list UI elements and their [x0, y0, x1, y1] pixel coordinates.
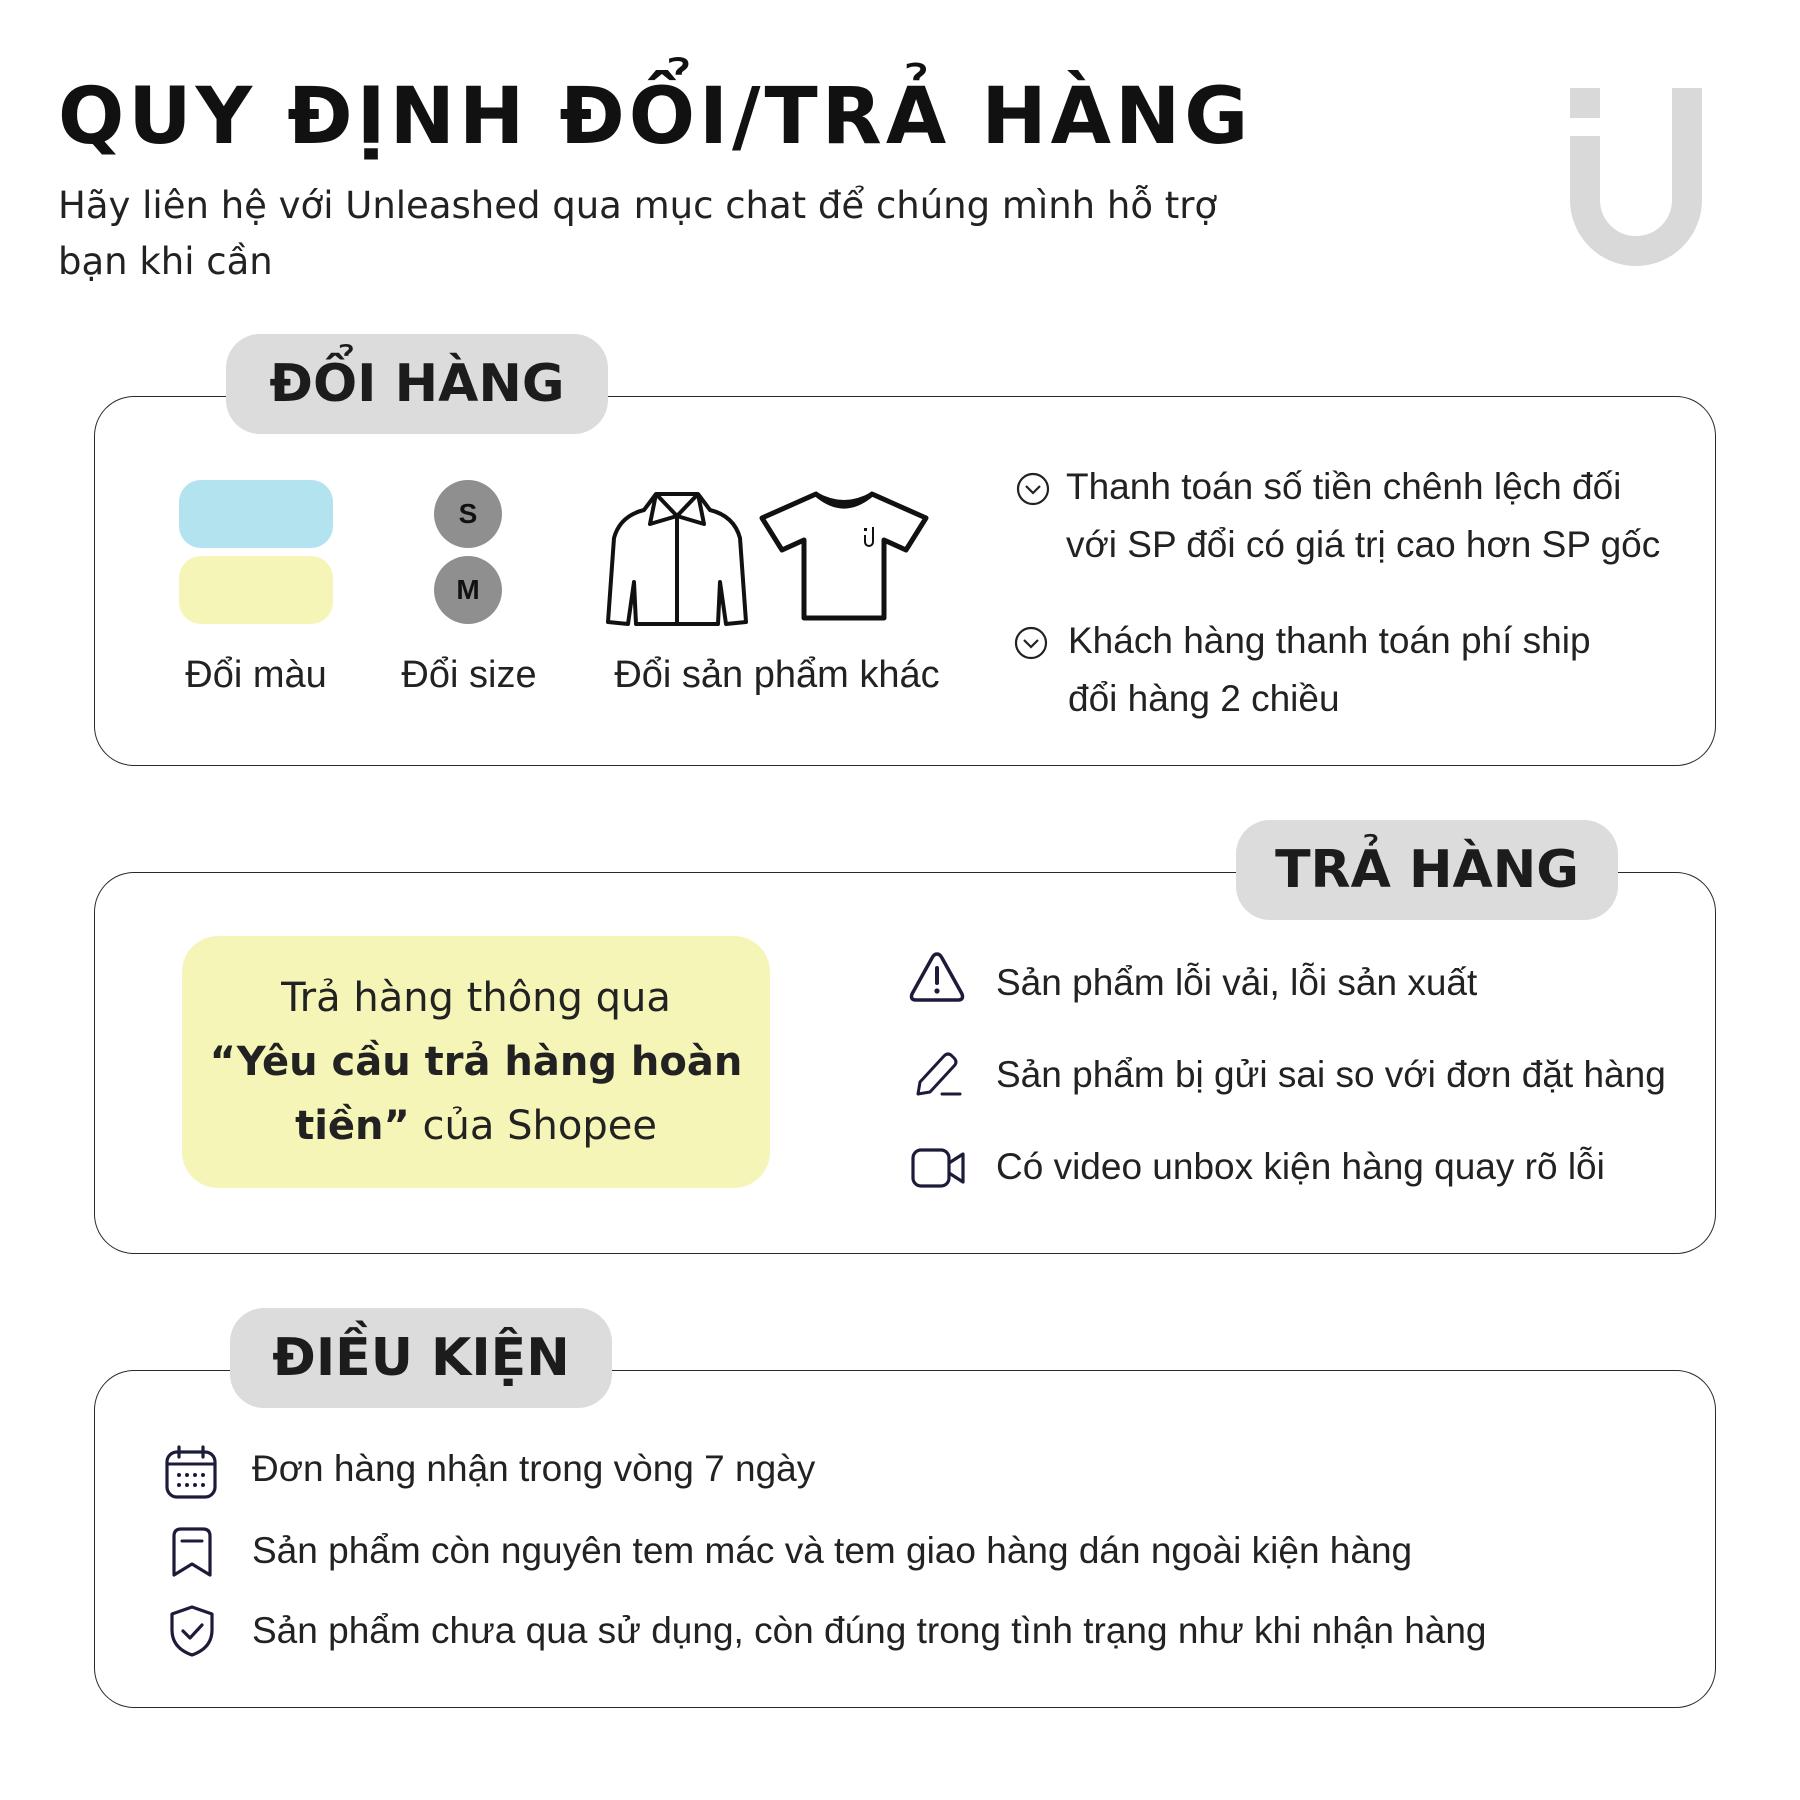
return-item-1: Sản phẩm lỗi vải, lỗi sản xuất [996, 962, 1478, 1003]
exchange-note-2: Khách hàng thanh toán phí ship đổi hàng 2 chiều [1068, 620, 1591, 719]
condition-item-3: Sản phẩm chưa qua sử dụng, còn đúng trong tình trạng như khi nhận hàng [252, 1610, 1487, 1651]
pencil-icon [912, 1050, 964, 1098]
chevron-circle-icon [1016, 472, 1050, 506]
card-line-2 [182, 1030, 770, 1158]
chevron-circle-icon [1014, 626, 1048, 660]
shield-check-icon [168, 1604, 216, 1658]
option-label-color: Đổi màu [185, 654, 327, 696]
tshirt-icon [756, 488, 932, 622]
card-line-1: Trả hàng thông qua [281, 975, 671, 1021]
return-item-2: Sản phẩm bị gửi sai so với đơn đặt hàng [996, 1054, 1666, 1095]
conditions-heading: ĐIỀU KIỆN [230, 1308, 612, 1408]
condition-item-2: Sản phẩm còn nguyên tem mác và tem giao hàng dán ngoài kiện hàng [252, 1530, 1413, 1571]
shirt-icon [604, 486, 750, 628]
video-camera-icon [910, 1146, 966, 1190]
option-label-product: Đổi sản phẩm khác [614, 654, 940, 696]
size-badge-s: S [434, 480, 502, 548]
page-subtitle: Hãy liên hệ với Unleashed qua mục chat để chúng mình hỗ trợ bạn khi cần [58, 184, 1218, 283]
warning-icon [908, 950, 966, 1004]
exchange-heading: ĐỔI HÀNG [226, 334, 608, 434]
shopee-return-card [182, 936, 770, 1188]
page-title: QUY ĐỊNH ĐỔI/TRẢ HÀNG [58, 72, 1253, 162]
exchange-note-1: Thanh toán số tiền chênh lệch đối với SP đổi có giá trị cao hơn SP gốc [1066, 466, 1661, 565]
return-heading: TRẢ HÀNG [1236, 820, 1618, 920]
calendar-icon [164, 1444, 218, 1500]
return-item-3: Có video unbox kiện hàng quay rõ lỗi [996, 1146, 1605, 1187]
card-bold-text: “Yêu cầu trả hàng hoàn tiền” [209, 1039, 743, 1149]
color-swatch-blue [179, 480, 333, 548]
color-swatch-yellow [179, 556, 333, 624]
tag-icon [170, 1526, 214, 1578]
condition-item-1: Đơn hàng nhận trong vòng 7 ngày [252, 1448, 816, 1489]
card-tail-text: của Shopee [409, 1103, 657, 1149]
unleashed-u-logo-icon [1570, 88, 1702, 268]
option-label-size: Đổi size [401, 654, 537, 696]
size-badge-m: M [434, 556, 502, 624]
